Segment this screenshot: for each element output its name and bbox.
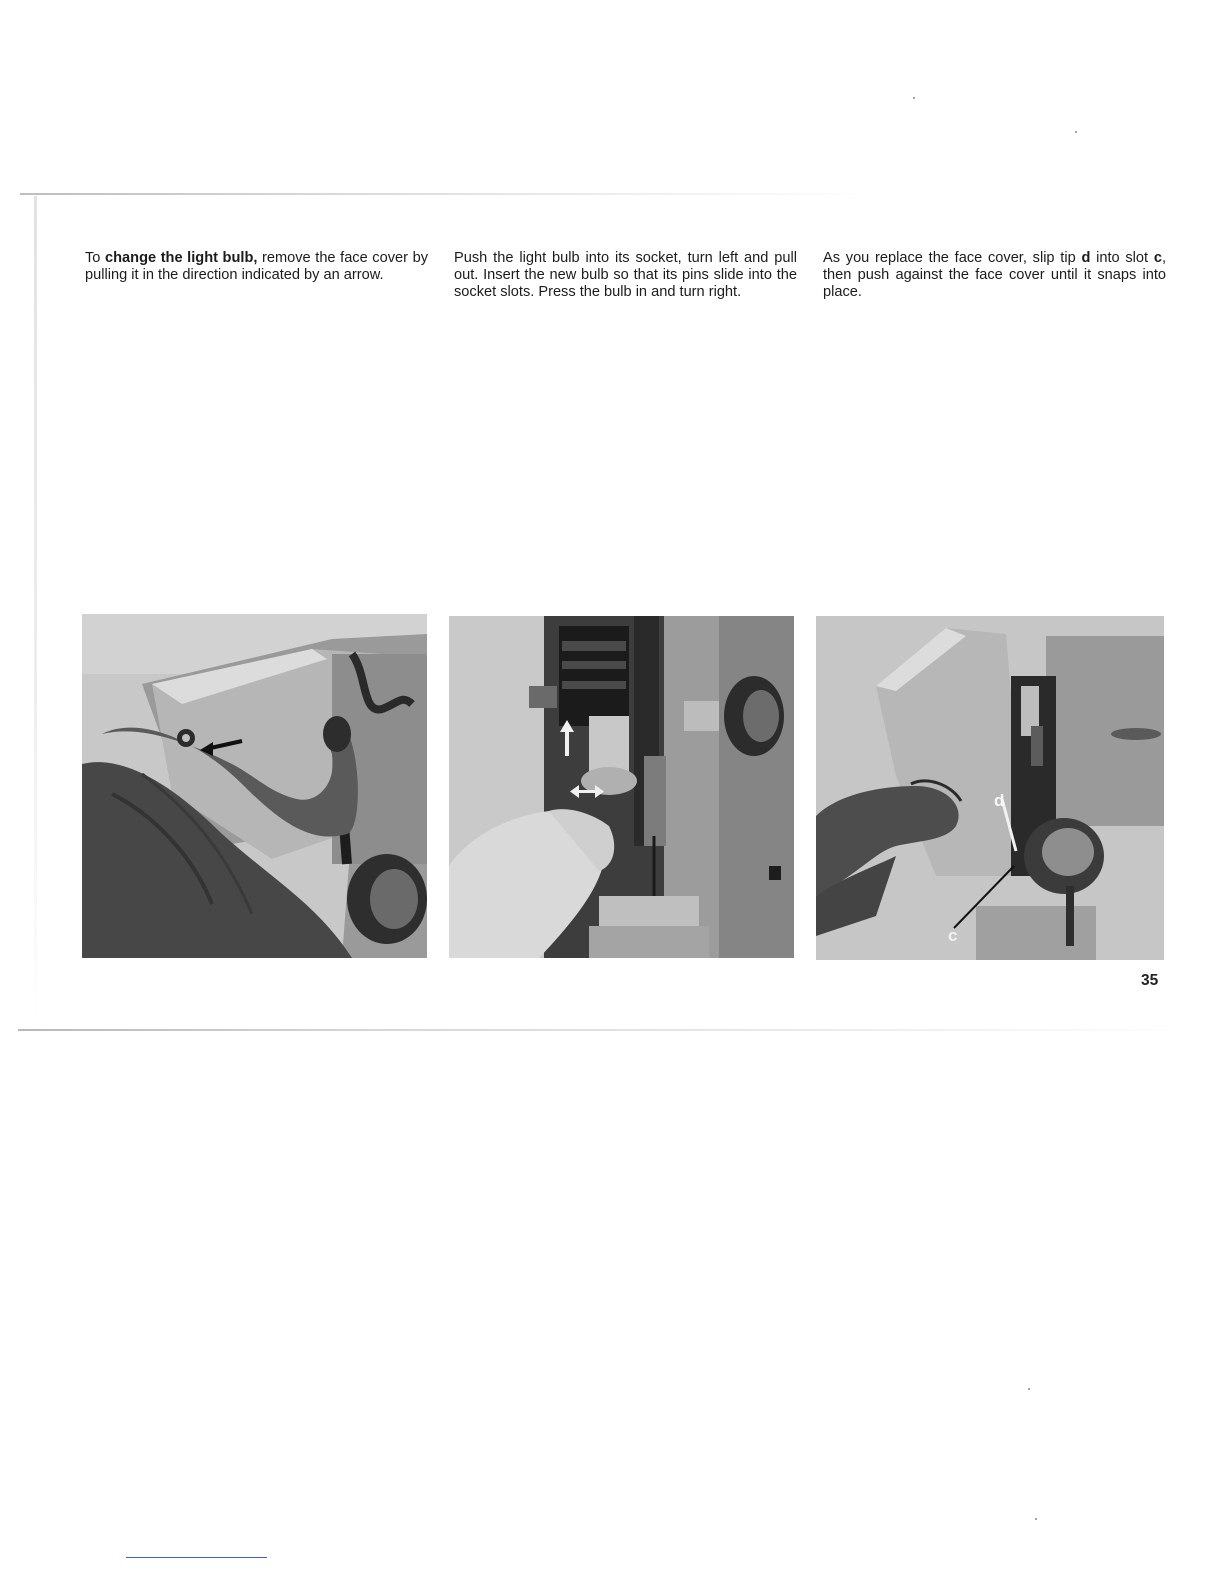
scan-edge-top xyxy=(20,193,880,195)
photo-remove-face-cover xyxy=(82,614,427,958)
scan-edge-bottom xyxy=(18,1029,1198,1031)
col1-pre: To xyxy=(85,250,106,266)
col3-t3: , then push against the face cover until it snaps into place. xyxy=(823,250,1166,301)
scan-edge-left xyxy=(34,196,37,1030)
col1-post: remove the face cover by pulling it in the direction indicated by an arrow. xyxy=(85,250,428,284)
col3-t2: into slot xyxy=(1090,250,1154,266)
label-d: d xyxy=(994,791,1005,810)
scan-speck xyxy=(913,97,915,99)
scan-speck xyxy=(1035,1518,1037,1520)
col3-b2: c xyxy=(1153,250,1162,266)
footer-line xyxy=(126,1557,267,1558)
page-number: 35 xyxy=(1141,972,1159,989)
scan-speck xyxy=(1075,131,1077,133)
col3-t1: As you replace the face cover, slip tip xyxy=(823,250,1082,266)
photo-replace-face-cover xyxy=(816,616,1164,960)
instruction-column-2 xyxy=(454,250,797,302)
instruction-column-1 xyxy=(85,250,428,284)
col1-bold: change the light bulb, xyxy=(105,250,258,266)
scan-speck xyxy=(1028,1388,1030,1390)
col2-text: Push the light bulb into its socket, turn left and pull out. Insert the new bulb so that its pins slide into the socket slots. Press the bulb in and turn right. xyxy=(454,250,797,301)
label-c: c xyxy=(948,926,958,945)
photo-light-bulb-socket xyxy=(449,616,794,958)
instruction-column-3 xyxy=(823,250,1166,302)
col3-b1: d xyxy=(1081,250,1091,266)
